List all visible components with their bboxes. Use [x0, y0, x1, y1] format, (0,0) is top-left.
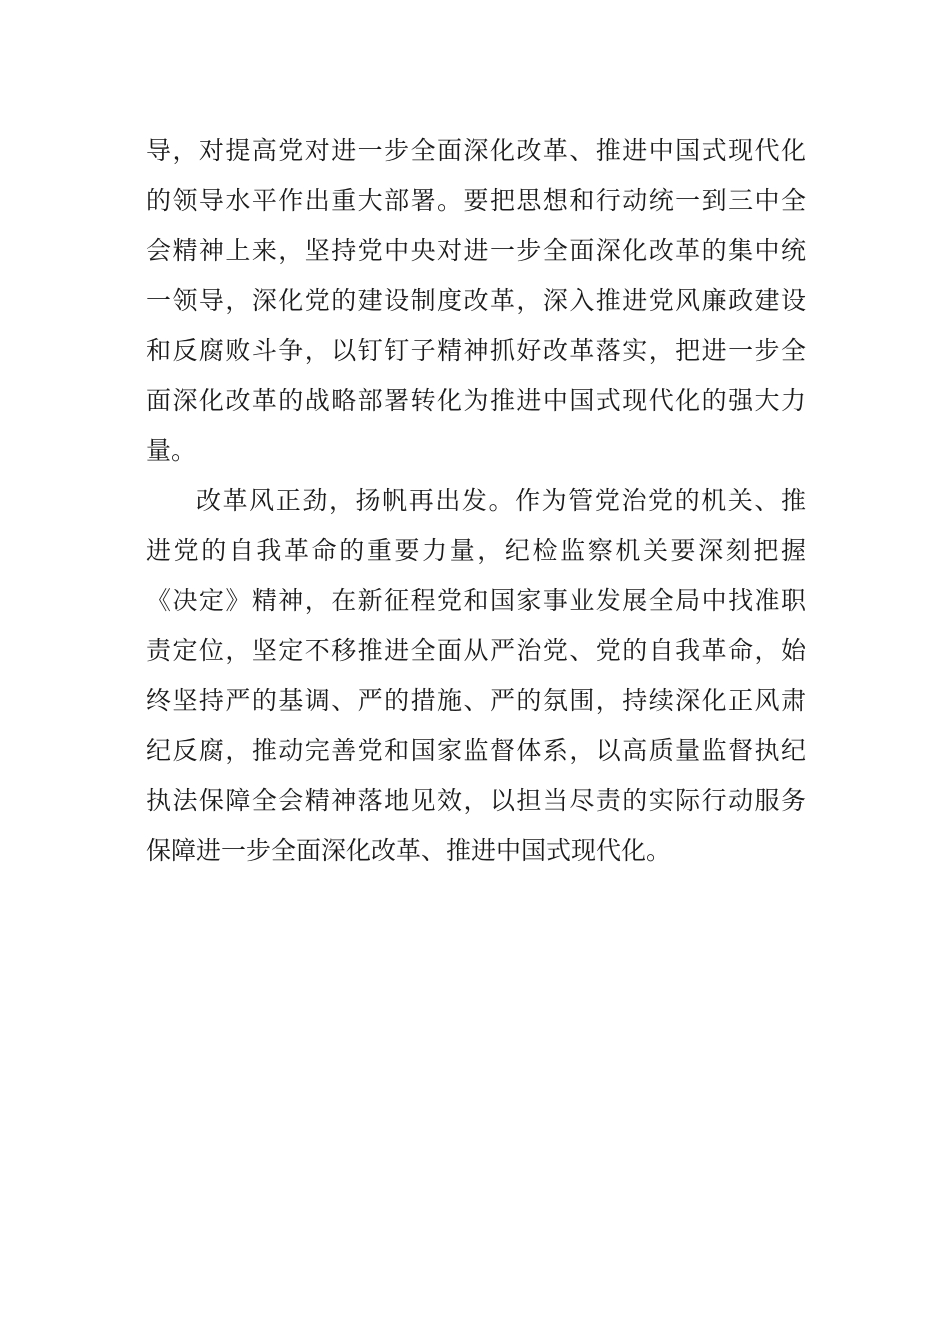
text-line: 的领导水平作出重大部署。要把思想和行动统一到三中全: [146, 186, 806, 215]
text-line: 进党的自我革命的重要力量，纪检监察机关要深刻把握: [146, 536, 806, 565]
text-line: 保障进一步全面深化改革、推进中国式现代化。: [146, 836, 672, 865]
text-line: 导，对提高党对进一步全面深化改革、推进中国式现代化: [146, 136, 806, 165]
text-line: 执法保障全会精神落地见效，以担当尽责的实际行动服务: [146, 786, 806, 815]
text-line: 《决定》精神，在新征程党和国家事业发展全局中找准职: [146, 586, 806, 615]
document-body: [146, 126, 806, 876]
text-line: 纪反腐，推动完善党和国家监督体系，以高质量监督执纪: [146, 736, 806, 765]
text-line: 责定位，坚定不移推进全面从严治党、党的自我革命，始: [146, 636, 806, 665]
text-line: 终坚持严的基调、严的措施、严的氛围，持续深化正风肃: [146, 686, 806, 715]
text-line: 一领导，深化党的建设制度改革，深入推进党风廉政建设: [146, 286, 806, 315]
paragraph-1: [146, 126, 806, 476]
text-line: 会精神上来，坚持党中央对进一步全面深化改革的集中统: [146, 236, 806, 265]
text-line: 和反腐败斗争，以钉钉子精神抓好改革落实，把进一步全: [146, 336, 806, 365]
text-line: 改革风正劲，扬帆再出发。作为管党治党的机关、推: [196, 486, 806, 515]
paragraph-2: [146, 476, 806, 876]
text-line: 面深化改革的战略部署转化为推进中国式现代化的强大力: [146, 386, 806, 415]
text-line: 量。: [146, 436, 197, 465]
